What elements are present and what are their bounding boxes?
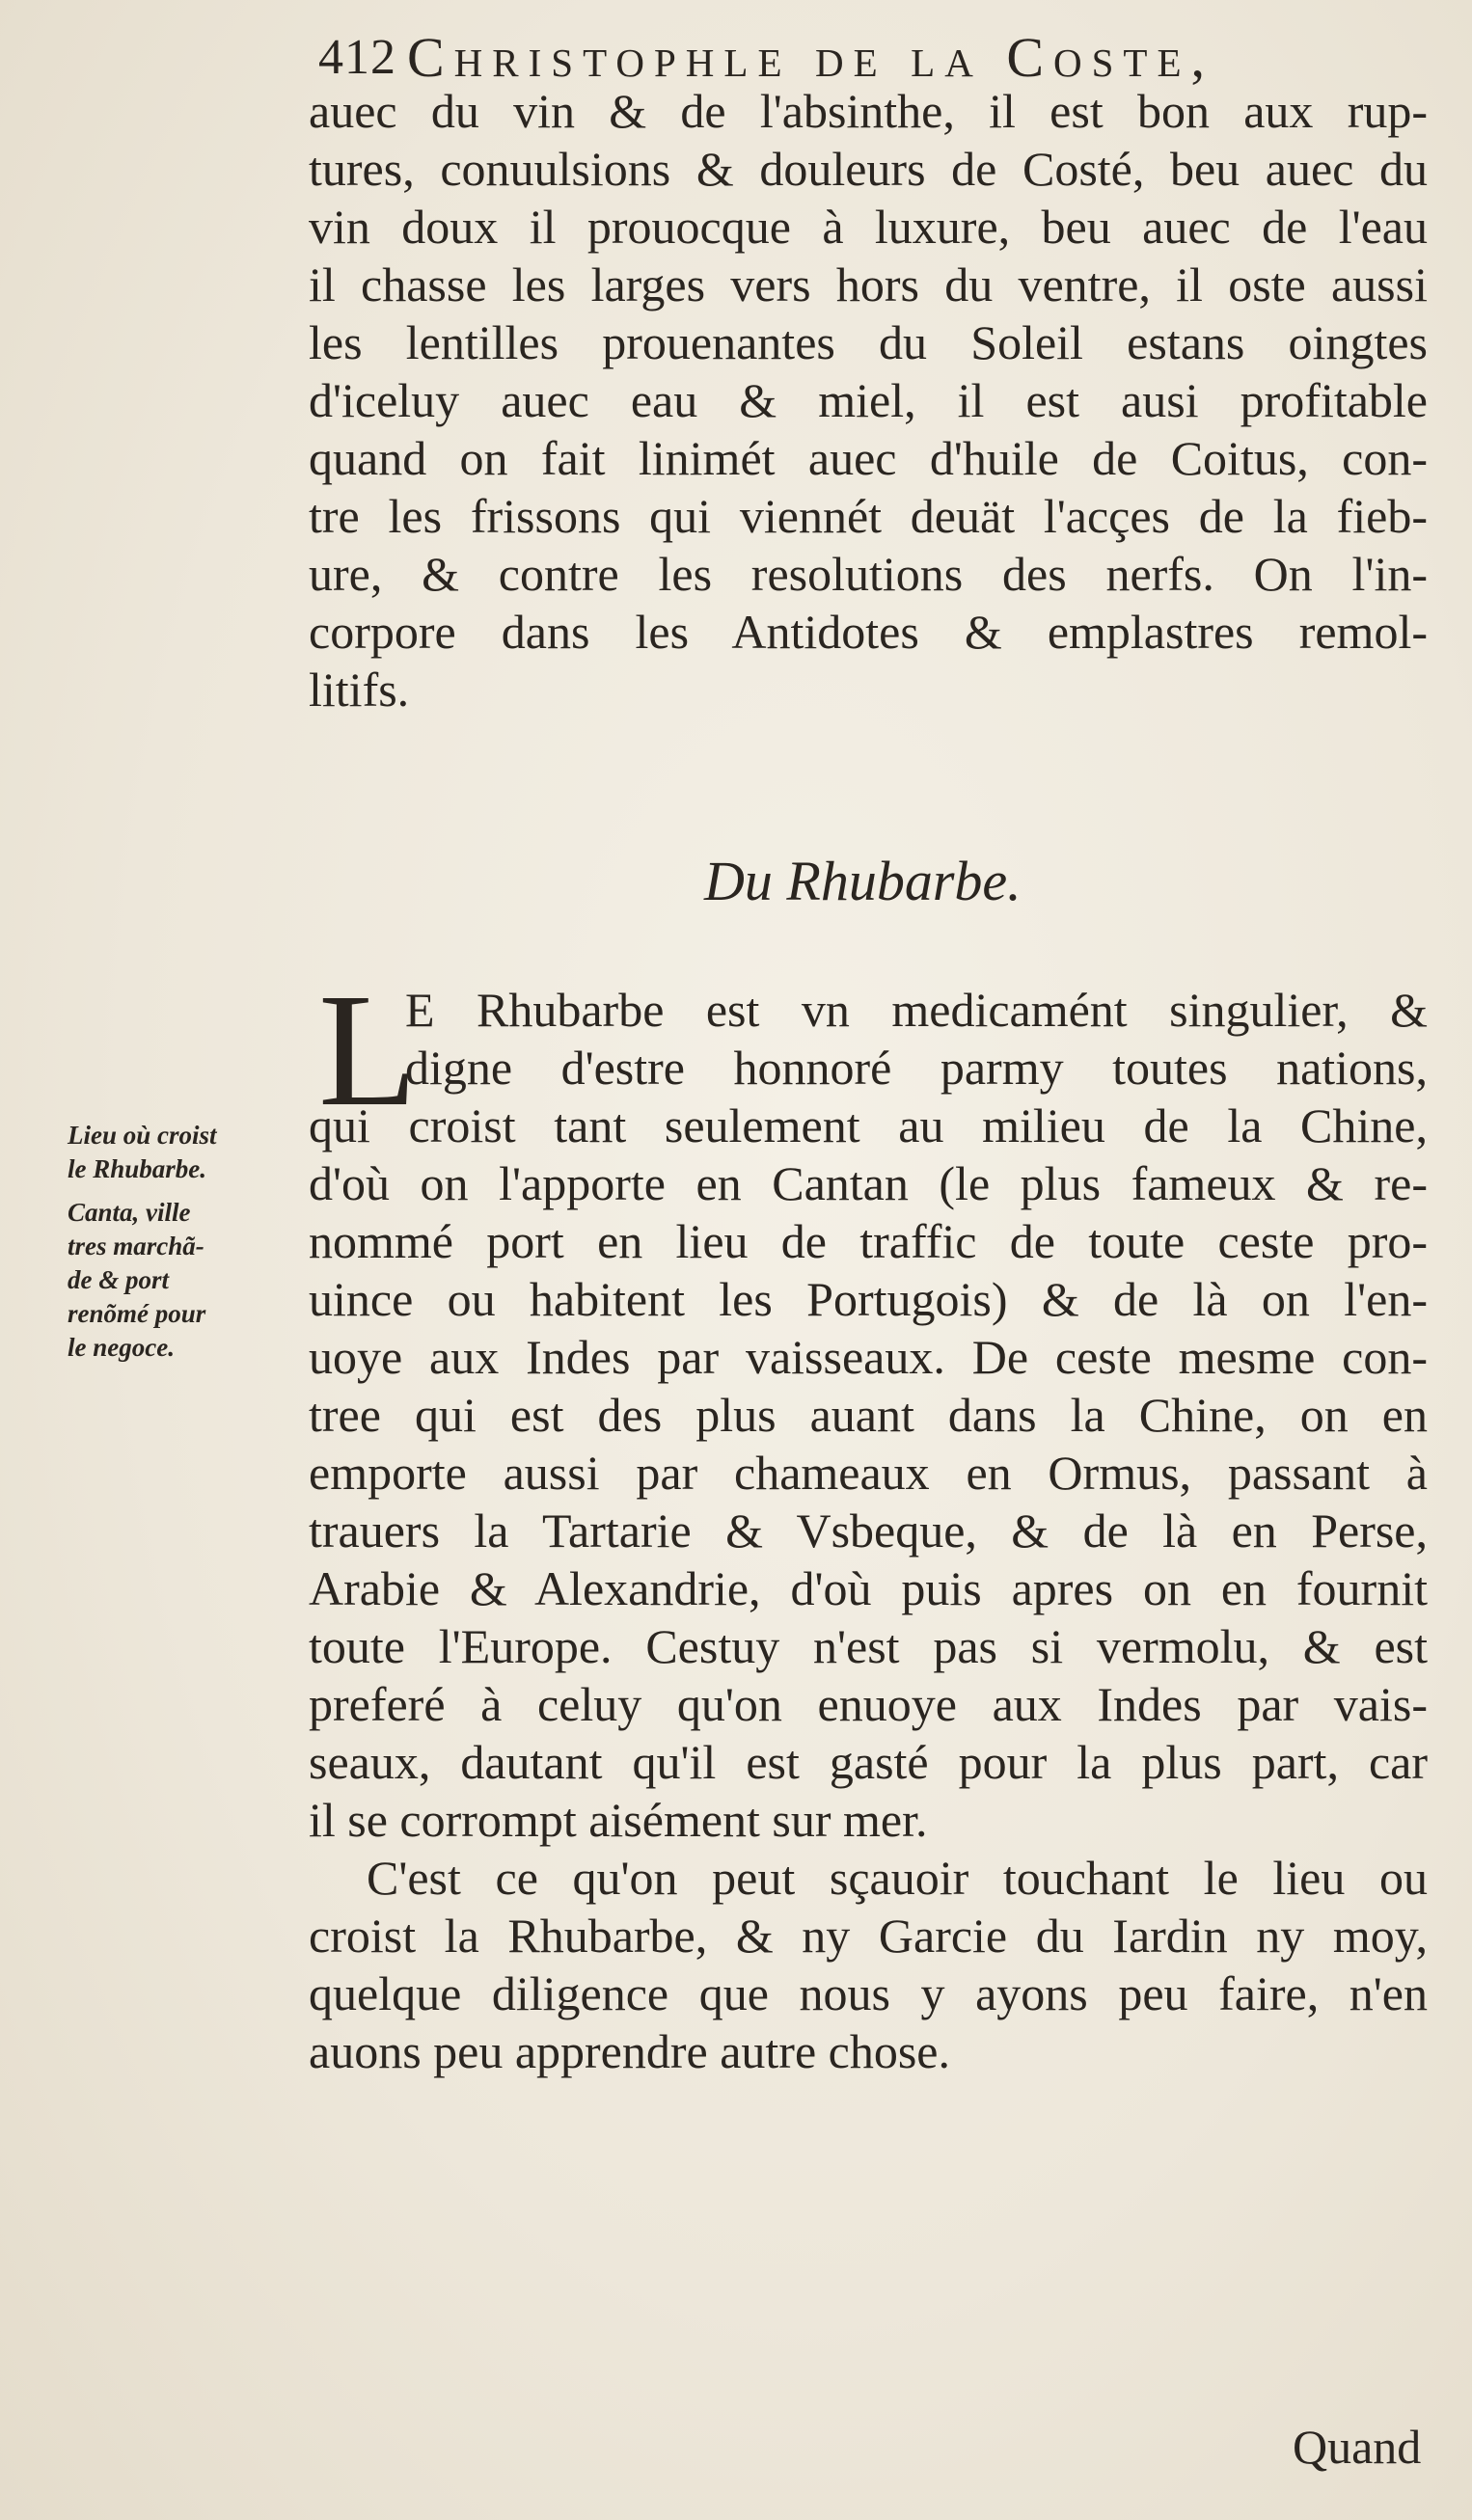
section-title: Du Rhubarbe. xyxy=(704,850,1022,912)
text-line: les lentilles prouenantes du Soleil estans oingtes xyxy=(309,316,1428,369)
text-line: seaux, dautant qu'il est gasté pour la plus part, car xyxy=(309,1736,1428,1789)
text-line: trauers la Tartarie & Vsbeque, & de là en Perse, xyxy=(309,1504,1428,1558)
text-line: croist la Rhubarbe, & ny Garcie du Iardin ny moy, xyxy=(309,1910,1428,1963)
text-line: ure, & contre les resolutions des nerfs. On l'in- xyxy=(309,548,1428,601)
text-line: nommé port en lieu de traffic de toute ceste pro- xyxy=(309,1215,1428,1268)
text-line: uoye aux Indes par vaisseaux. De ceste mesme con- xyxy=(309,1331,1428,1384)
text-line: tures, conuulsions & douleurs de Costé, beu auec du xyxy=(309,143,1428,196)
margin-notes xyxy=(68,1119,299,1365)
margin-note-line: le Rhubarbe. xyxy=(68,1154,207,1183)
main-paragraph xyxy=(309,1099,1428,1852)
text-line: corpore dans les Antidotes & emplastres remol- xyxy=(309,606,1428,659)
text-line: E Rhubarbe est vn medicamént singulier, & xyxy=(405,984,1428,1037)
drop-cap: L xyxy=(318,961,418,1140)
text-line: litifs. xyxy=(309,664,410,717)
text-line: Arabie & Alexandrie, d'où puis apres on en fournit xyxy=(309,1562,1428,1615)
text-line: auons peu apprendre autre chose. xyxy=(309,2025,950,2078)
text-line: auec du vin & de l'absinthe, il est bon aux rup- xyxy=(309,85,1428,138)
text-line: C'est ce qu'on peut sçauoir touchant le lieu ou xyxy=(367,1852,1428,1905)
text-line: preferé à celuy qu'on enuoye aux Indes par vais- xyxy=(309,1678,1428,1731)
main-paragraph-indented xyxy=(405,984,1428,1099)
text-line: vin doux il prouocque à luxure, beu auec de l'eau xyxy=(309,201,1428,254)
text-line: d'où on l'apporte en Cantan (le plus fameux & re- xyxy=(309,1157,1428,1210)
text-line: quelque diligence que nous y ayons peu faire, n'en xyxy=(309,1967,1428,2020)
text-line: emporte aussi par chameaux en Ormus, passant à xyxy=(309,1447,1428,1500)
margin-note-line: Canta, ville xyxy=(68,1198,191,1227)
margin-note-line: de & port xyxy=(68,1265,169,1294)
text-line: il chasse les larges vers hors du ventre, il oste aussi xyxy=(309,258,1428,312)
page-number: 412 xyxy=(318,30,396,85)
margin-note xyxy=(68,1119,299,1186)
text-line: il se corrompt aisément sur mer. xyxy=(309,1794,928,1847)
running-head: Christophle de la Coste, xyxy=(407,26,1215,89)
text-line: tre les frissons qui viennét deuät l'acçes de la fieb- xyxy=(309,490,1428,543)
margin-note-line: renõmé pour xyxy=(68,1299,206,1328)
text-line: qui croist tant seulement au milieu de la Chine, xyxy=(309,1099,1428,1152)
margin-note xyxy=(68,1196,299,1365)
catchword: Quand xyxy=(1293,2420,1422,2474)
margin-note-line: le negoce. xyxy=(68,1333,175,1362)
second-paragraph xyxy=(309,1852,1428,2083)
text-line: toute l'Europe. Cestuy n'est pas si vermolu, & est xyxy=(309,1620,1428,1673)
text-line: digne d'estre honnoré parmy toutes nations, xyxy=(405,1042,1428,1095)
text-line: uince ou habitent les Portugois) & de là on l'en- xyxy=(309,1273,1428,1326)
top-paragraph xyxy=(309,85,1428,721)
margin-note-line: tres marchã- xyxy=(68,1232,204,1260)
page-header xyxy=(318,17,1447,95)
text-line: tree qui est des plus auant dans la Chine, on en xyxy=(309,1389,1428,1442)
text-line: d'iceluy auec eau & miel, il est ausi profitable xyxy=(309,374,1428,427)
text-line: quand on fait linimét auec d'huile de Coitus, con- xyxy=(309,432,1428,485)
margin-note-line: Lieu où croist xyxy=(68,1121,217,1150)
